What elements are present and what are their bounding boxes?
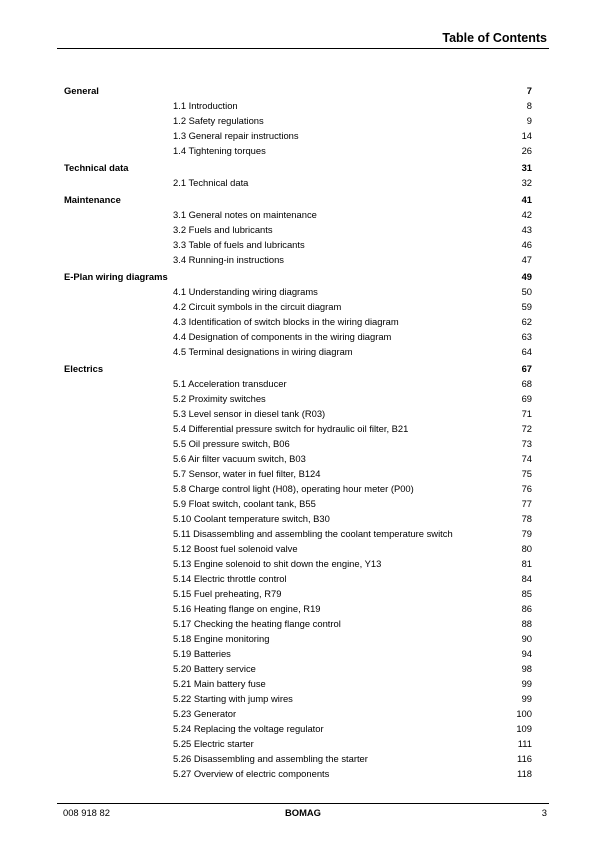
toc-entry-title: 5.4 Differential pressure switch for hydraulic oil filter, B21 — [173, 423, 409, 434]
toc-chapter-page: 31 — [521, 162, 532, 173]
toc-entry-page: 59 — [521, 301, 532, 312]
toc-entry[interactable] — [64, 646, 532, 661]
toc-entry-title: 3.3 Table of fuels and lubricants — [173, 239, 305, 250]
toc-entry-title: 5.7 Sensor, water in fuel filter, B124 — [173, 468, 321, 479]
toc-entry-page: 116 — [517, 753, 532, 764]
toc-entry-page: 74 — [521, 453, 532, 464]
toc-entry[interactable] — [64, 481, 532, 496]
toc-entry[interactable] — [64, 571, 532, 586]
toc-entry-title: 5.25 Electric starter — [173, 738, 254, 749]
toc-chapter[interactable] — [64, 160, 532, 175]
toc-entry-title: 5.8 Charge control light (H08), operating hour meter (P00) — [173, 483, 414, 494]
toc-entry[interactable] — [64, 556, 532, 571]
toc-entry-page: 100 — [516, 708, 532, 719]
toc-entry[interactable] — [64, 344, 532, 359]
toc-entry-title: 5.5 Oil pressure switch, B06 — [173, 438, 290, 449]
toc-entry-title: 4.1 Understanding wiring diagrams — [173, 286, 318, 297]
toc-entry-page: 9 — [526, 115, 532, 126]
toc-entry-page: 63 — [521, 331, 532, 342]
toc-entry[interactable] — [64, 329, 532, 344]
toc-entry[interactable] — [64, 541, 532, 556]
toc-entry-page: 109 — [516, 723, 532, 734]
toc-chapter-page: 7 — [526, 85, 532, 96]
toc-entry-page: 80 — [521, 543, 532, 554]
toc-entry[interactable] — [64, 451, 532, 466]
footer-page-number: 3 — [541, 807, 547, 818]
toc-entry-title: 4.2 Circuit symbols in the circuit diagram — [173, 301, 342, 312]
toc-entry-title: 5.18 Engine monitoring — [173, 633, 270, 644]
toc-entry[interactable] — [64, 237, 532, 252]
toc-entry[interactable] — [64, 98, 532, 113]
toc-entry-title: 5.24 Replacing the voltage regulator — [173, 723, 324, 734]
toc-entry-title: 4.4 Designation of components in the wiring diagram — [173, 331, 392, 342]
toc-entry[interactable] — [64, 143, 532, 158]
toc-entry-page: 50 — [521, 286, 532, 297]
toc-entry[interactable] — [64, 586, 532, 601]
toc-entry-page: 43 — [521, 224, 532, 235]
toc-entry-title: 5.17 Checking the heating flange control — [173, 618, 341, 629]
table-of-contents — [64, 83, 532, 781]
toc-entry-title: 5.15 Fuel preheating, R79 — [173, 588, 282, 599]
toc-entry-title: 5.23 Generator — [173, 708, 237, 719]
toc-entry[interactable] — [64, 766, 532, 781]
toc-chapter-title: Electrics — [64, 363, 104, 374]
toc-entry[interactable] — [64, 631, 532, 646]
toc-entry-title: 4.5 Terminal designations in wiring diagram — [173, 346, 353, 357]
toc-chapter-page: 49 — [521, 271, 532, 282]
toc-entry-title: 5.27 Overview of electric components — [173, 768, 330, 779]
toc-chapter[interactable] — [64, 192, 532, 207]
toc-entry-page: 81 — [521, 558, 532, 569]
toc-entry-page: 14 — [521, 130, 532, 141]
toc-entry-page: 86 — [521, 603, 532, 614]
toc-entry[interactable] — [64, 736, 532, 751]
toc-entry[interactable] — [64, 511, 532, 526]
toc-entry[interactable] — [64, 175, 532, 190]
toc-entry-title: 5.10 Coolant temperature switch, B30 — [173, 513, 330, 524]
toc-entry-title: 3.4 Running-in instructions — [173, 254, 284, 265]
toc-entry-page: 26 — [521, 145, 532, 156]
toc-entry[interactable] — [64, 616, 532, 631]
toc-entry-page: 99 — [521, 678, 532, 689]
toc-entry[interactable] — [64, 113, 532, 128]
toc-entry-page: 71 — [521, 408, 532, 419]
toc-entry-title: 3.2 Fuels and lubricants — [173, 224, 273, 235]
toc-entry[interactable] — [64, 706, 532, 721]
toc-entry-title: 5.26 Disassembling and assembling the starter — [173, 753, 368, 764]
toc-entry-page: 77 — [521, 498, 532, 509]
toc-entry-page: 69 — [521, 393, 532, 404]
toc-chapter[interactable] — [64, 269, 532, 284]
toc-entry[interactable] — [64, 207, 532, 222]
toc-entry-page: 78 — [521, 513, 532, 524]
toc-entry[interactable] — [64, 376, 532, 391]
toc-entry[interactable] — [64, 691, 532, 706]
toc-entry-page: 75 — [521, 468, 532, 479]
toc-entry-title: 1.4 Tightening torques — [173, 145, 266, 156]
toc-entry-page: 68 — [521, 378, 532, 389]
toc-entry[interactable] — [64, 299, 532, 314]
toc-entry-title: 5.16 Heating flange on engine, R19 — [173, 603, 321, 614]
toc-entry-title: 5.12 Boost fuel solenoid valve — [173, 543, 298, 554]
toc-entry[interactable] — [64, 128, 532, 143]
toc-entry-title: 5.9 Float switch, coolant tank, B55 — [173, 498, 316, 509]
toc-chapter-title: Technical data — [64, 162, 129, 173]
toc-entry[interactable] — [64, 314, 532, 329]
toc-chapter[interactable] — [64, 83, 532, 98]
toc-entry-title: 5.14 Electric throttle control — [173, 573, 287, 584]
toc-entry-page: 85 — [521, 588, 532, 599]
toc-entry[interactable] — [64, 721, 532, 736]
toc-entry-page: 73 — [521, 438, 532, 449]
toc-entry-title: 5.13 Engine solenoid to shit down the engine, Y13 — [173, 558, 382, 569]
toc-entry-page: 88 — [521, 618, 532, 629]
toc-entry-title: 2.1 Technical data — [173, 177, 249, 188]
toc-entry[interactable] — [64, 391, 532, 406]
toc-chapter-title: Maintenance — [64, 194, 121, 205]
toc-entry-page: 98 — [521, 663, 532, 674]
page-title: Table of Contents — [442, 31, 547, 45]
toc-chapter-page: 67 — [521, 363, 532, 374]
toc-entry[interactable] — [64, 466, 532, 481]
toc-entry-page: 32 — [521, 177, 532, 188]
toc-chapter-page: 41 — [521, 194, 532, 205]
toc-entry[interactable] — [64, 601, 532, 616]
toc-entry-page: 62 — [521, 316, 532, 327]
toc-entry-page: 76 — [521, 483, 532, 494]
toc-entry-page: 90 — [521, 633, 532, 644]
toc-entry-page: 64 — [521, 346, 532, 357]
toc-entry-title: 3.1 General notes on maintenance — [173, 209, 317, 220]
toc-entry-page: 79 — [521, 528, 532, 539]
toc-entry-page: 99 — [521, 693, 532, 704]
toc-entry-title: 5.22 Starting with jump wires — [173, 693, 293, 704]
toc-entry-title: 5.2 Proximity switches — [173, 393, 266, 404]
toc-entry[interactable] — [64, 496, 532, 511]
toc-chapter-title: E-Plan wiring diagrams — [64, 271, 168, 282]
toc-entry-page: 46 — [521, 239, 532, 250]
toc-entry[interactable] — [64, 751, 532, 766]
toc-entry-page: 94 — [521, 648, 532, 659]
toc-entry[interactable] — [64, 676, 532, 691]
toc-entry-title: 1.1 Introduction — [173, 100, 238, 111]
toc-entry-title: 5.6 Air filter vacuum switch, B03 — [173, 453, 306, 464]
toc-entry-page: 84 — [521, 573, 532, 584]
footer-doc-number: 008 918 82 — [63, 807, 110, 818]
toc-entry-title: 1.2 Safety regulations — [173, 115, 264, 126]
toc-entry-title: 5.20 Battery service — [173, 663, 256, 674]
toc-entry[interactable] — [64, 222, 532, 237]
toc-entry[interactable] — [64, 252, 532, 267]
toc-entry-page: 47 — [521, 254, 532, 265]
toc-entry-title: 5.3 Level sensor in diesel tank (R03) — [173, 408, 326, 419]
toc-entry-title: 4.3 Identification of switch blocks in the wiring diagram — [173, 316, 399, 327]
toc-entry-page: 8 — [526, 100, 532, 111]
toc-entry[interactable] — [64, 661, 532, 676]
toc-entry-title: 5.19 Batteries — [173, 648, 231, 659]
footer-rule — [57, 803, 549, 804]
toc-entry[interactable] — [64, 406, 532, 421]
toc-entry-page: 42 — [521, 209, 532, 220]
footer-brand: BOMAG — [285, 807, 321, 818]
toc-entry-title: 5.21 Main battery fuse — [173, 678, 266, 689]
toc-entry[interactable] — [64, 421, 532, 436]
toc-entry-title: 5.11 Disassembling and assembling the coolant temperature switch — [173, 528, 453, 539]
toc-entry[interactable] — [64, 436, 532, 451]
toc-entry[interactable] — [64, 284, 532, 299]
toc-entry-title: 1.3 General repair instructions — [173, 130, 299, 141]
toc-entry-page: 72 — [521, 423, 532, 434]
toc-entry-page: 111 — [517, 738, 532, 749]
toc-chapter[interactable] — [64, 361, 532, 376]
toc-chapter-title: General — [64, 85, 99, 96]
toc-entry-title: 5.1 Acceleration transducer — [173, 378, 287, 389]
toc-entry-page: 118 — [517, 768, 532, 779]
header-rule — [57, 48, 549, 49]
toc-entry[interactable] — [64, 526, 532, 541]
